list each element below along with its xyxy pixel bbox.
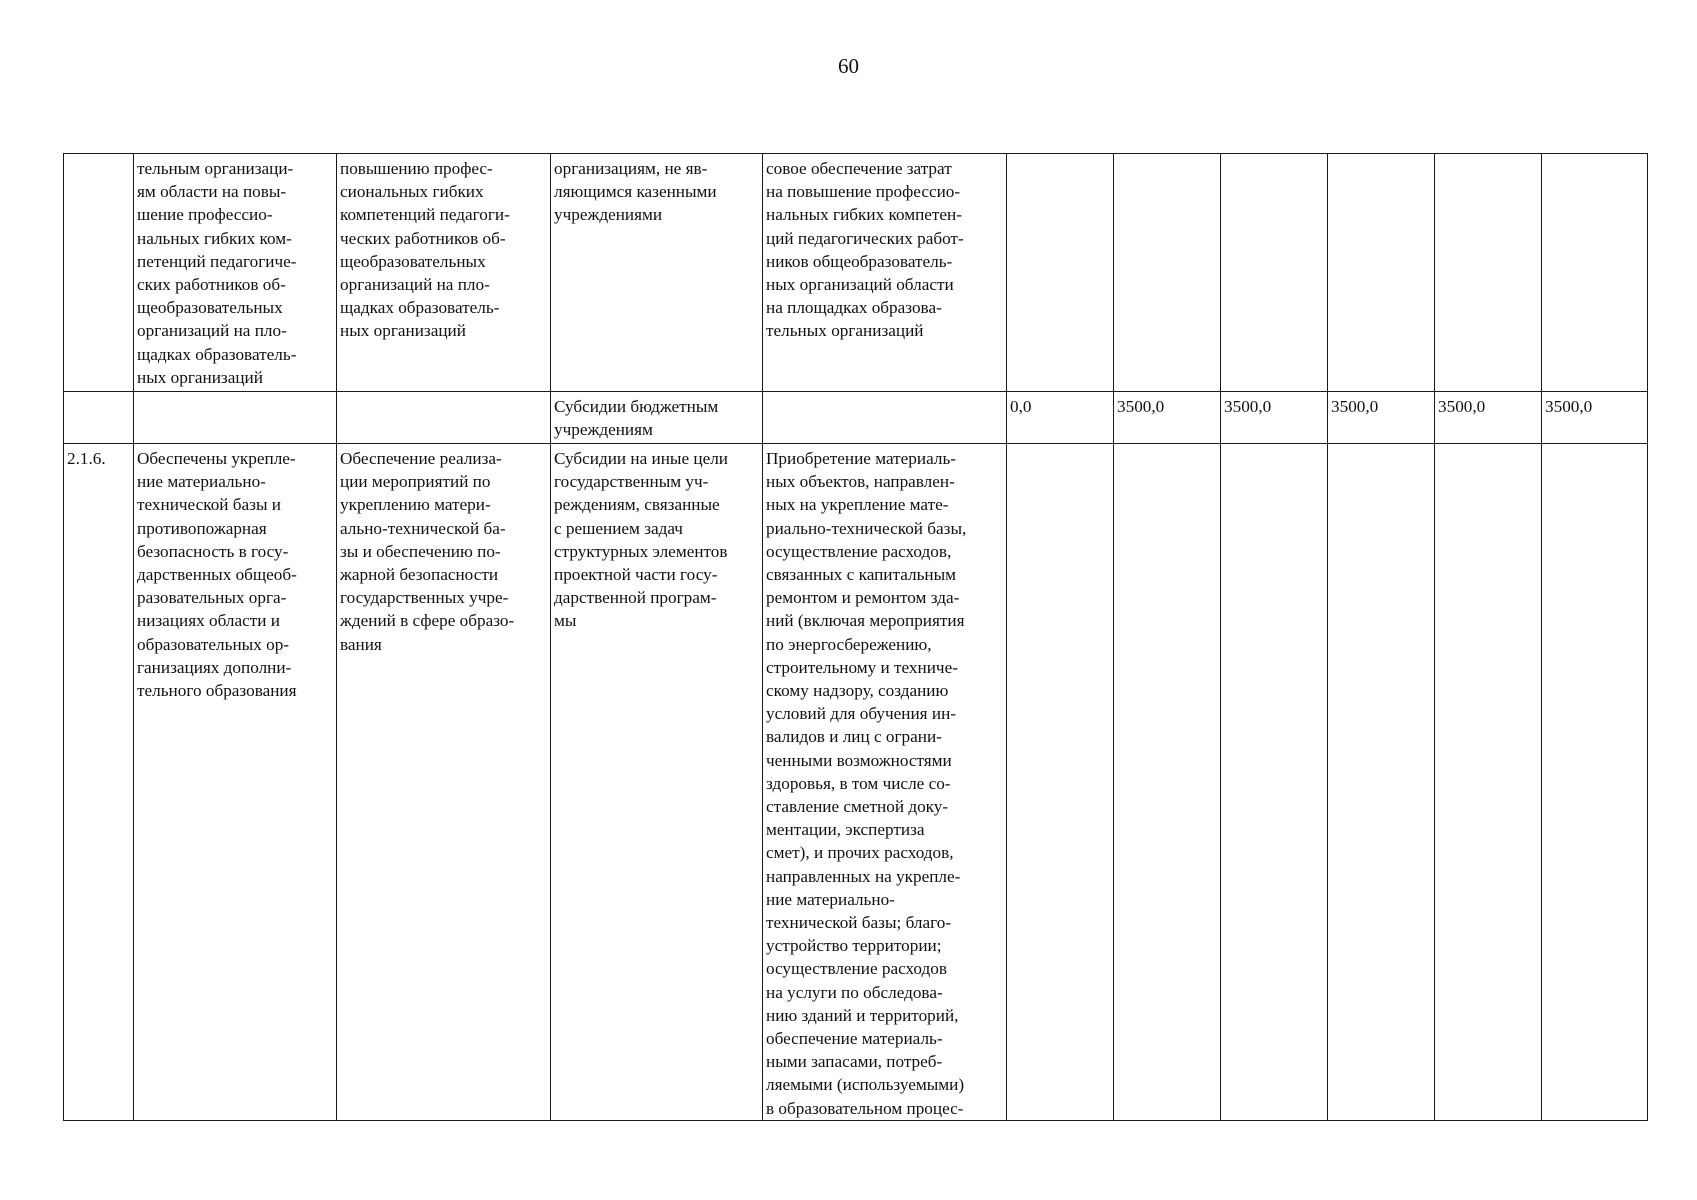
value-cell	[1328, 154, 1435, 392]
value-cell	[1328, 444, 1435, 1121]
result-cell	[134, 392, 337, 444]
value-cell: 3500,0	[1542, 392, 1648, 444]
value-cell: 0,0	[1007, 392, 1114, 444]
table-row	[64, 444, 1648, 1121]
program-table	[63, 153, 1648, 1121]
value-cell: 3500,0	[1114, 392, 1221, 444]
value-cell	[1542, 444, 1648, 1121]
subsidy-type-cell: Субсидии на иные цели государственным уч- реждениям, связанные с решением задач структурных элементов проектной части госу- дарственной програм- мы	[551, 444, 763, 1121]
description-cell	[763, 392, 1007, 444]
measure-cell: Обеспечение реализа- ции мероприятий по укреплению матери- ально-технической ба- зы и обеспечению по- жарной безопасности государственных учре- ждений в сфере образо- вания	[337, 444, 551, 1121]
result-cell: тельным организаци- ям области на повы- шение профессио- нальных гибких ком- петенций педагогиче- ских работников об- щеобразовательных организаций на пло- щадках образователь- ных организаций	[134, 154, 337, 392]
row-number-cell	[64, 392, 134, 444]
value-cell	[1007, 154, 1114, 392]
description-cell: совое обеспечение затрат на повышение профессио- нальных гибких компетен- ций педагогических работ- ников общеобразователь- ных организаций области на площадках образова- тельных организаций	[763, 154, 1007, 392]
value-cell	[1221, 154, 1328, 392]
page-number: 60	[838, 54, 859, 78]
subsidy-type-cell: Субсидии бюджетным учреждениям	[551, 392, 763, 444]
subsidy-type-cell: организациям, не яв- ляющимся казенными учреждениями	[551, 154, 763, 392]
row-number-cell: 2.1.6.	[64, 444, 134, 1121]
value-cell	[1114, 154, 1221, 392]
row-number-cell	[64, 154, 134, 392]
table-row	[64, 392, 1648, 444]
table-row	[64, 154, 1648, 392]
value-cell: 3500,0	[1435, 392, 1542, 444]
value-cell	[1542, 154, 1648, 392]
value-cell	[1007, 444, 1114, 1121]
value-cell: 3500,0	[1221, 392, 1328, 444]
value-cell	[1435, 154, 1542, 392]
value-cell: 3500,0	[1328, 392, 1435, 444]
value-cell	[1221, 444, 1328, 1121]
value-cell	[1435, 444, 1542, 1121]
measure-cell	[337, 392, 551, 444]
description-cell: Приобретение материаль- ных объектов, направлен- ных на укрепление мате- риально-технической базы, осуществление расходов, связанных с капитальным ремонтом и ремонтом зда- ний (включая мероприятия по энергосбережению, строительному и техниче- скому надзору, созданию условий для обучения ин- валидов и лиц с ограни- ченными возможностями здоровья, в том числе со- ставление сметной доку- ментации, экспертиза смет), и прочих расходов, направленных на укрепле- ние материально- технической базы; благо- устройство территории; осуществление расходов на услуги по обследова- нию зданий и территорий, обеспечение материаль- ными запасами, потреб- ляемыми (используемыми) в образовательном процес-	[763, 444, 1007, 1121]
measure-cell: повышению профес- сиональных гибких компетенций педагоги- ческих работников об- щеобразовательных организаций на пло- щадках образователь- ных организаций	[337, 154, 551, 392]
value-cell	[1114, 444, 1221, 1121]
result-cell: Обеспечены укрепле- ние материально- технической базы и противопожарная безопасность в госу- дарственных общеоб- разовательных орга- низациях области и образовательных ор- ганизациях дополни- тельного образования	[134, 444, 337, 1121]
